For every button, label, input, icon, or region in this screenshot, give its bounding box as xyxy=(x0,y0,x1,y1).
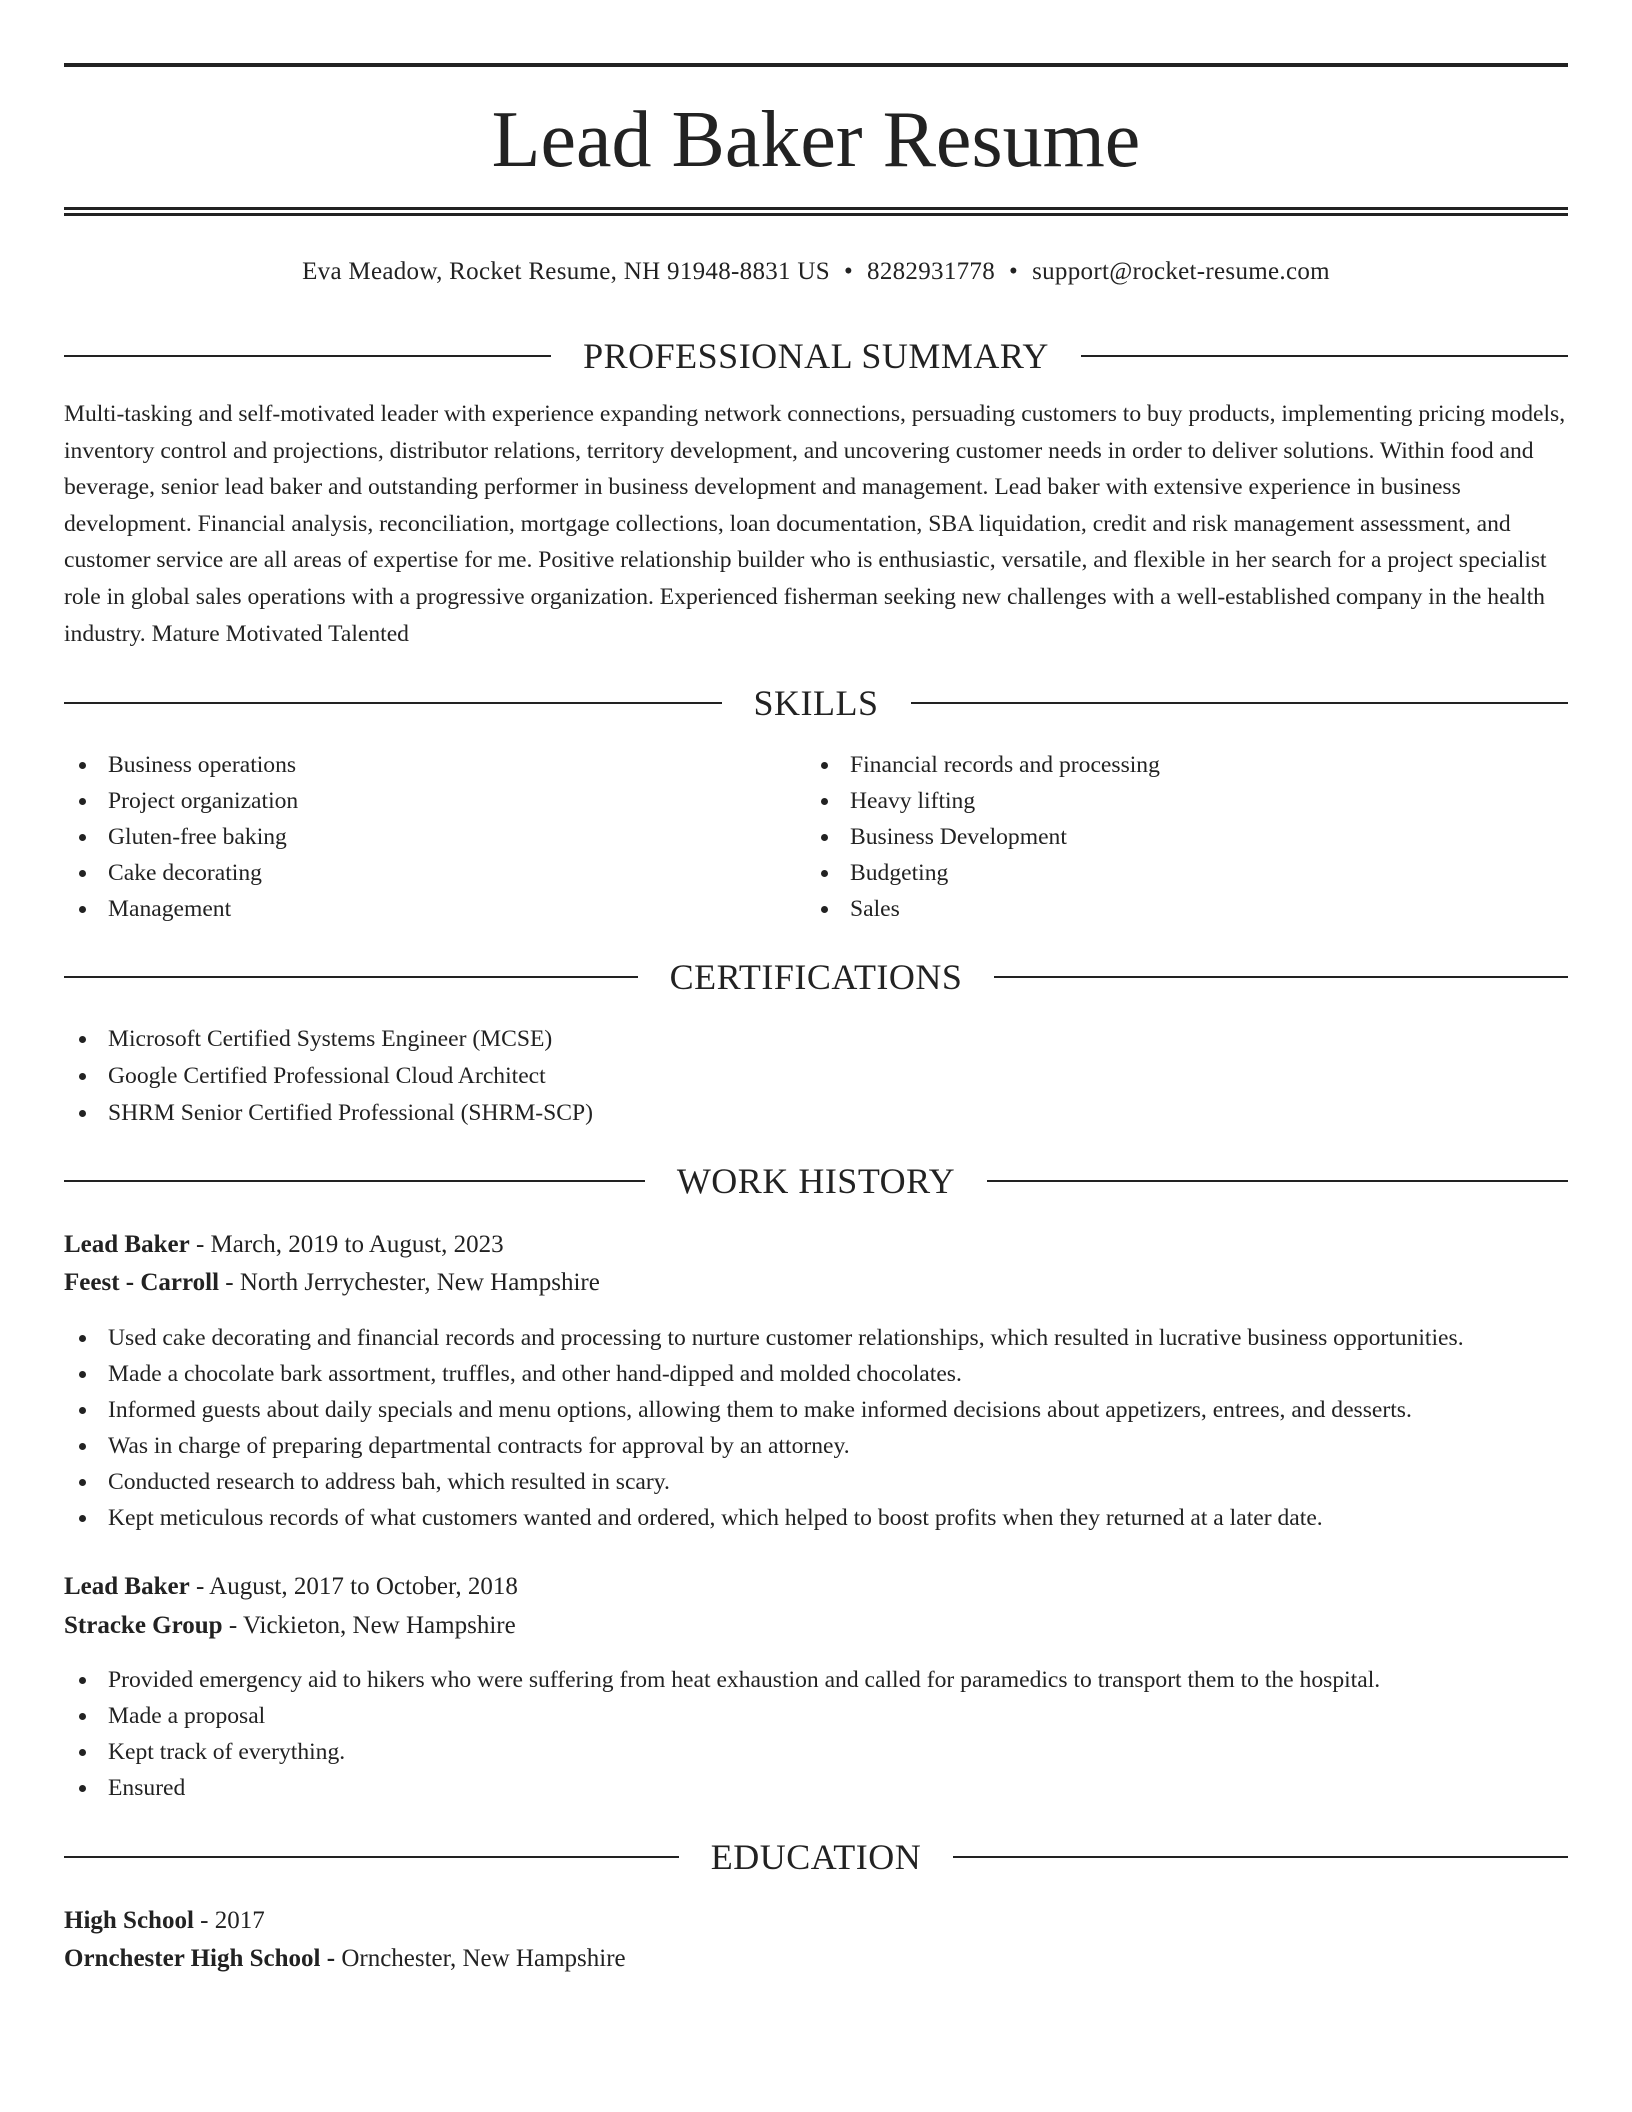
contact-line xyxy=(64,252,1568,292)
heading-rule xyxy=(64,355,551,357)
section-heading-skills xyxy=(64,678,1568,728)
skills-list-right xyxy=(806,747,1160,927)
education-school: Ornchester High School - xyxy=(64,1945,336,1972)
section-heading-certifications xyxy=(64,952,1568,1002)
section-title: WORK HISTORY xyxy=(676,1161,956,1201)
contact-email: support@rocket-resume.com xyxy=(1032,258,1330,285)
education-school-line xyxy=(64,1940,626,1978)
skill-item: Cake decorating xyxy=(64,855,298,891)
skill-item: Gluten-free baking xyxy=(64,819,298,855)
contact-address: Eva Meadow, Rocket Resume, NH 91948-8831 US xyxy=(302,258,830,285)
job-dates: - March, 2019 to August, 2023 xyxy=(189,1231,504,1258)
heading-rule xyxy=(1081,355,1568,357)
skill-item: Financial records and processing xyxy=(806,747,1160,783)
education-degree: High School xyxy=(64,1907,194,1934)
job-bullet: Was in charge of preparing departmental contracts for approval by an attorney. xyxy=(64,1428,1464,1464)
job-company: Stracke Group xyxy=(64,1612,223,1639)
section-title: PROFESSIONAL SUMMARY xyxy=(583,336,1049,376)
certification-item: Google Certified Professional Cloud Architect xyxy=(64,1058,593,1095)
section-heading-work-history xyxy=(64,1156,1568,1206)
section-heading-summary xyxy=(64,331,1568,381)
title-double-rule xyxy=(64,207,1568,216)
certifications-list xyxy=(64,1021,593,1132)
job-title-line xyxy=(64,1226,504,1264)
education-year: - 2017 xyxy=(193,1907,265,1934)
job-bullet: Used cake decorating and financial records and processing to nurture customer relationships, which resulted in lucrative business opportunities. xyxy=(64,1320,1464,1356)
job-bullets xyxy=(64,1662,1380,1806)
job-bullet: Informed guests about daily specials and menu options, allowing them to make informed decisions about appetizers, entrees, and desserts. xyxy=(64,1392,1464,1428)
section-title: CERTIFICATIONS xyxy=(669,957,963,997)
certification-item: SHRM Senior Certified Professional (SHRM-SCP) xyxy=(64,1095,593,1132)
job-bullets xyxy=(64,1320,1464,1536)
heading-rule xyxy=(953,1856,1568,1858)
resume-title: Lead Baker Resume xyxy=(491,96,1141,184)
job-bullet: Provided emergency aid to hikers who were suffering from heat exhaustion and called for paramedics to transport them to the hospital. xyxy=(64,1662,1380,1698)
skill-item: Business operations xyxy=(64,747,298,783)
skill-item: Sales xyxy=(806,891,1160,927)
job-bullet: Conducted research to address bah, which resulted in scary. xyxy=(64,1464,1464,1500)
section-heading-education xyxy=(64,1832,1568,1882)
job-bullet: Made a chocolate bark assortment, truffles, and other hand-dipped and molded chocolates. xyxy=(64,1356,1464,1392)
job-dates: - August, 2017 to October, 2018 xyxy=(189,1573,518,1600)
job-company: Feest - Carroll xyxy=(64,1269,220,1296)
skills-list-left xyxy=(64,747,298,927)
job-location: - North Jerrychester, New Hampshire xyxy=(219,1269,600,1296)
heading-rule xyxy=(64,1180,645,1182)
contact-separator: • xyxy=(843,258,854,285)
skill-item: Budgeting xyxy=(806,855,1160,891)
summary-paragraph: Multi-tasking and self-motivated leader with experience expanding network connections, persuading customers to buy products, implementing pricing models, inventory control and projections, distributor relations, territory development, and uncovering customer needs in order to deliver solutions. Within food and beverage, senior lead baker and outstanding performer in business development and management. Lead baker with extensive experience in business development. Financial analysis, reconciliation, mortgage collections, loan documentation, SBA liquidation, credit and risk management assessment, and customer service are all areas of expertise for me. Positive relationship builder who is enthusiastic, versatile, and flexible in her search for a project specialist role in global sales operations with a progressive organization. Experienced fisherman seeking new challenges with a well-established company in the health industry. Mature Motivated Talented xyxy=(64,401,1566,647)
job-bullet: Kept track of everything. xyxy=(64,1734,1380,1770)
section-title: SKILLS xyxy=(753,683,879,723)
job-bullet: Ensured xyxy=(64,1770,1380,1806)
education-degree-line xyxy=(64,1902,265,1940)
heading-rule xyxy=(64,976,638,978)
top-rule xyxy=(64,63,1568,67)
heading-rule xyxy=(64,1856,679,1858)
contact-separator: • xyxy=(1009,258,1019,285)
skill-item: Heavy lifting xyxy=(806,783,1160,819)
section-title: EDUCATION xyxy=(710,1837,922,1877)
education-location: Ornchester, New Hampshire xyxy=(335,1945,626,1972)
job-company-line xyxy=(64,1607,516,1645)
heading-rule xyxy=(64,702,722,704)
job-title-line xyxy=(64,1568,518,1606)
heading-rule xyxy=(911,702,1569,704)
heading-rule xyxy=(994,976,1568,978)
job-location: - Vickieton, New Hampshire xyxy=(222,1612,516,1639)
job-bullet: Kept meticulous records of what customers wanted and ordered, which helped to boost profits when they returned at a later date. xyxy=(64,1500,1464,1536)
contact-phone: 8282931778 xyxy=(867,258,996,285)
skill-item: Management xyxy=(64,891,298,927)
certification-item: Microsoft Certified Systems Engineer (MCSE) xyxy=(64,1021,593,1058)
job-role: Lead Baker xyxy=(64,1231,190,1258)
heading-rule xyxy=(987,1180,1568,1182)
skill-item: Business Development xyxy=(806,819,1160,855)
job-company-line xyxy=(64,1264,600,1302)
skill-item: Project organization xyxy=(64,783,298,819)
job-role: Lead Baker xyxy=(64,1573,190,1600)
job-bullet: Made a proposal xyxy=(64,1698,1380,1734)
